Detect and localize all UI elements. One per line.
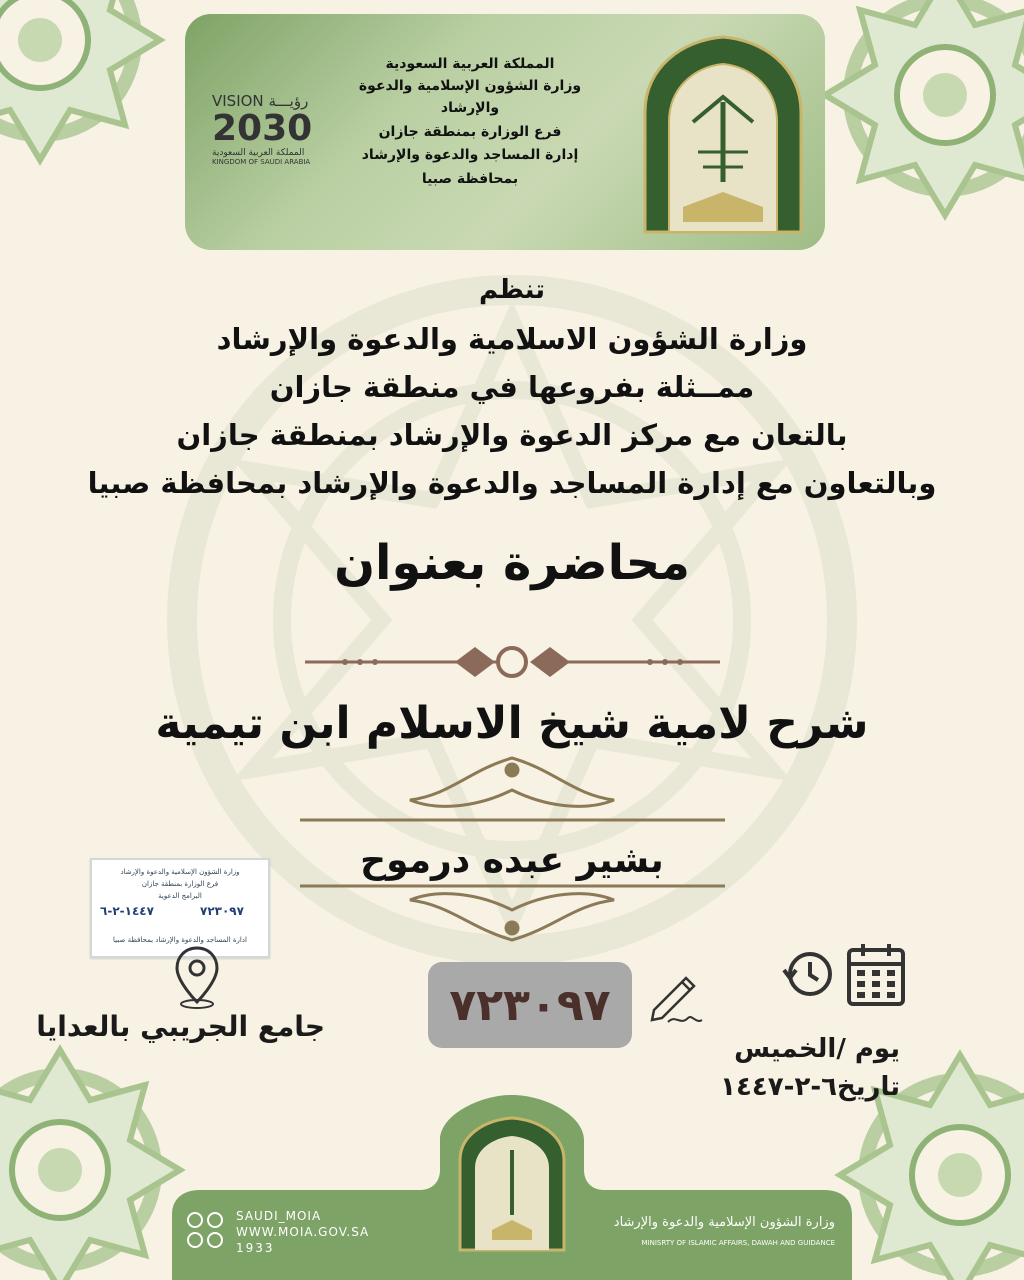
stamp-line-3: البرامج الدعوية (158, 892, 202, 900)
permit-code: ٧٢٣٠٩٧ (449, 979, 611, 1031)
header-line-3: والإرشاد (440, 100, 500, 116)
lecture-title: شرح لامية شيخ الاسلام ابن تيمية (155, 698, 869, 749)
social-media-icon (185, 1210, 233, 1250)
event-day: يوم /الخميس (734, 1034, 900, 1064)
footer-website[interactable]: WWW.MOIA.GOV.SA (236, 1225, 370, 1239)
vision-country-en: KINGDOM OF SAUDI ARABIA (212, 158, 311, 166)
divider-ornament-top (305, 647, 720, 677)
organizer-line-5: وبالتعاون مع إدارة المساجد والدعوة والإرشاد بمحافظة صبيا (87, 466, 937, 500)
approval-stamp (90, 858, 270, 958)
vision-title: VISION رؤيـــة (212, 92, 309, 110)
speaker-name: بشير عبده درموح (360, 840, 664, 881)
location-pin-icon (172, 944, 222, 1010)
location-name: جامع الجريبي بالعدايا (36, 1010, 325, 1043)
stamp-line-2: فرع الوزارة بمنطقة جازان (141, 880, 219, 888)
header-line-1: المملكة العربية السعودية (385, 56, 555, 72)
vision-country-ar: المملكة العربية السعودية (212, 148, 305, 158)
organizer-line-2: وزارة الشؤون الاسلامية والدعوة والإرشاد (216, 322, 808, 356)
calendar-icon (843, 940, 909, 1008)
event-date: تاريخ٦-٢-١٤٤٧ (720, 1072, 900, 1102)
corner-rosette-top-right (825, 0, 1024, 215)
header-line-5: إدارة المساجد والدعوة والإرشاد (361, 147, 579, 163)
vision-year: 2030 (212, 108, 313, 149)
vision-2030-logo (212, 92, 337, 166)
footer-phone: 1933 (236, 1241, 275, 1255)
stamp-number: ٧٢٣٠٩٧ (200, 904, 244, 918)
organizer-line-1: تنظم (478, 275, 546, 305)
header-line-6: بمحافظة صبيا (421, 171, 519, 187)
footer-handle: SAUDI_MOIA (236, 1209, 322, 1223)
permit-code-box (428, 962, 632, 1048)
stamp-line-4: ادارة المساجد والدعوة والإرشاد بمحافظة صبيا (113, 936, 247, 944)
header-line-4: فرع الوزارة بمنطقة جازان (378, 124, 562, 140)
footer-band (0, 1090, 1024, 1280)
clock-history-icon (780, 948, 836, 1000)
pen-signature-icon (646, 970, 706, 1028)
ministry-emblem (633, 32, 813, 237)
footer-ministry-ar: وزارة الشؤون الإسلامية والدعوة والإرشاد (613, 1215, 835, 1230)
corner-rosette-top-left (0, 0, 160, 160)
footer-ministry-en: MINISRTY OF ISLAMIC AFFAIRS, DAWAH AND GUIDANCE (641, 1239, 835, 1247)
stamp-date: ١٤٤٧-٢-٦ (100, 904, 154, 918)
header-line-2: وزارة الشؤون الإسلامية والدعوة (358, 78, 582, 94)
stamp-line-1: وزارة الشؤون الإسلامية والدعوة والإرشاد (120, 868, 240, 876)
social-icons (185, 1210, 233, 1250)
organizer-line-3: ممــثلة بفروعها في منطقة جازان (269, 370, 755, 404)
organizer-line-4: بالتعان مع مركز الدعوة والإرشاد بمنطقة جازان (176, 418, 848, 452)
lecture-heading: محاضرة بعنوان (334, 535, 690, 591)
